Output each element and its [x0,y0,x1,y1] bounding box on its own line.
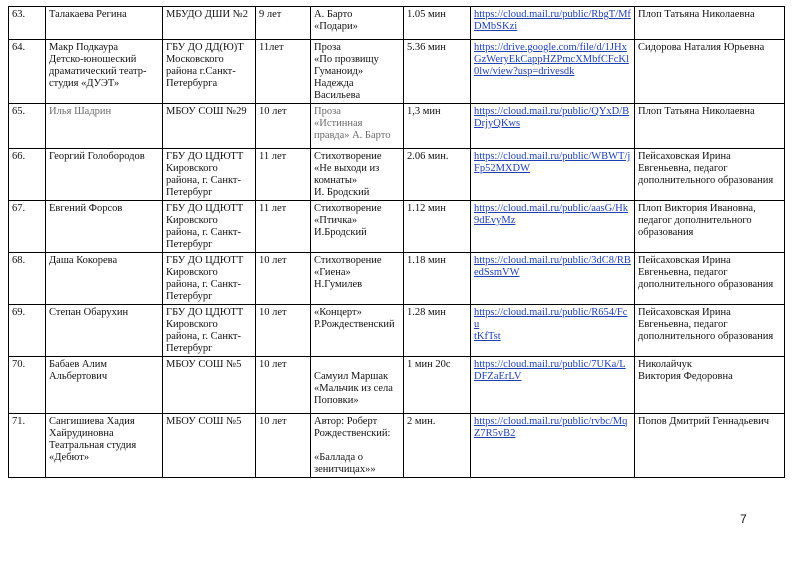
name-line: Альбертович [49,371,108,382]
work-title-cell [311,149,404,201]
work-line: Стихотворение [314,203,382,214]
name-line: Макр Подкаура [49,42,119,53]
participant-name-cell [46,149,163,201]
work-line: «Концерт» [314,307,362,318]
video-link-line: https://cloud.mail.ru/public/R654/Fcu [474,307,628,330]
name-line: Хайрудиновна [49,428,114,439]
row-number-cell: 71. [9,414,46,478]
age-cell: 10 лет [256,104,311,149]
name-line: «Дебют» [49,452,90,463]
work-line: «Истинная [314,118,363,129]
duration-cell: 1,3 мин [404,104,471,149]
video-link-cell [471,149,635,201]
work-title-cell [311,414,404,478]
work-line: «Мальчик из села [314,383,393,394]
work-line [314,440,400,452]
duration-cell: 5.36 мин [404,40,471,104]
teacher-line: Виктория Федоровна [638,371,733,382]
work-line: правда» А. Барто [314,130,391,141]
school-line: района, г. Санкт- [166,227,242,238]
teacher-cell [635,104,785,149]
school-line: Кировского [166,163,218,174]
duration-cell: 1 мин 20с [404,357,471,414]
row-number-cell: 65. [9,104,46,149]
teacher-line: Евгеньевна, педагог [638,163,728,174]
video-link[interactable] [474,307,631,343]
work-line: «Птичка» [314,215,358,226]
video-link-line: Z7R5vB2 [474,428,516,439]
name-line: Даша Кокорева [49,255,118,266]
work-line: И.Бродский [314,227,367,238]
row-number-cell: 68. [9,253,46,305]
name-line: Сангишиева Хадия [49,416,135,427]
participant-name-cell [46,40,163,104]
video-link-line: https://cloud.mail.ru/public/3dC8/RB [474,255,631,266]
institution-cell [163,305,256,357]
video-link-line: https://cloud.mail.ru/public/RbgT/Mf [474,9,631,20]
video-link[interactable] [474,203,631,227]
teacher-cell [635,414,785,478]
school-line: ГБУ ДО ЦДЮТТ [166,255,244,266]
name-line: Георгий Голобородов [49,151,145,162]
school-line: Петербург [166,187,213,198]
work-line: Стихотворение [314,151,382,162]
age-cell: 11 лет [256,149,311,201]
school-line: Кировского [166,267,218,278]
work-line: «Гиена» [314,267,351,278]
work-line: А. Барто [314,9,353,20]
school-line: МБУДО ДШИ №2 [166,9,248,20]
participant-name-cell [46,357,163,414]
school-line: ГБУ ДО ЦДЮТТ [166,203,244,214]
institution-cell [163,201,256,253]
age-cell: 10 лет [256,414,311,478]
teacher-line: дополнительного образования [638,175,774,186]
row-number-cell: 67. [9,201,46,253]
school-line: района, г. Санкт- [166,331,242,342]
work-title-cell [311,40,404,104]
work-line: Рождественский: [314,428,391,439]
teacher-cell [635,201,785,253]
school-line: ГБУ ДО ЦДЮТТ [166,151,244,162]
work-line: Проза [314,106,341,117]
school-line: МБОУ СОШ №5 [166,359,242,370]
work-line: И. Бродский [314,187,370,198]
teacher-cell [635,357,785,414]
video-link-line: https://cloud.mail.ru/public/rvbc/Mq [474,416,628,427]
video-link-cell [471,357,635,414]
age-cell: 11 лет [256,201,311,253]
video-link-line: DrjyQKws [474,118,521,129]
video-link[interactable] [474,416,631,440]
work-title-cell [311,104,404,149]
teacher-line: дополнительного образования [638,279,774,290]
teacher-line: Пейсаховская Ирина [638,151,731,162]
teacher-line: Николайчук [638,359,693,370]
work-title-cell [311,7,404,40]
video-link-line: https://drive.google.com/file/d/1JHx [474,42,627,53]
name-line: Илья Шадрин [49,106,112,117]
duration-cell: 1.18 мин [404,253,471,305]
name-line: драматический театр- [49,66,147,77]
teacher-line: Евгеньевна, педагог [638,267,728,278]
video-link[interactable] [474,255,631,279]
video-link-line: tKfTst [474,331,501,342]
video-link-cell [471,201,635,253]
video-link-line: https://cloud.mail.ru/public/aasG/Hk [474,203,628,214]
work-line: Васильева [314,90,361,101]
table-row [9,305,785,357]
teacher-line: Евгеньевна, педагог [638,319,728,330]
age-cell: 11лет [256,40,311,104]
video-link[interactable] [474,106,631,130]
work-line: Поповки» [314,395,359,406]
video-link[interactable] [474,151,631,175]
duration-cell: 1.05 мин [404,7,471,40]
row-number-cell: 63. [9,7,46,40]
row-number-cell: 64. [9,40,46,104]
duration-cell: 2 мин. [404,414,471,478]
video-link-cell [471,253,635,305]
teacher-line: Попов Дмитрий Геннадьевич [638,416,770,427]
work-line: Самуил Маршак [314,371,389,382]
age-cell: 10 лет [256,253,311,305]
work-line: комнаты» [314,175,358,186]
table-row [9,414,785,478]
teacher-cell [635,7,785,40]
row-number-cell: 69. [9,305,46,357]
video-link-line: 9dEvyMz [474,215,516,226]
work-line: «Баллада о [314,452,364,463]
name-line: Степан Обарухин [49,307,129,318]
name-line: Евгений Форсов [49,203,123,214]
age-cell: 10 лет [256,357,311,414]
table-row [9,149,785,201]
institution-cell [163,7,256,40]
video-link[interactable] [474,42,631,78]
teacher-line: Пейсаховская Ирина [638,307,731,318]
row-number-cell: 66. [9,149,46,201]
institution-cell [163,357,256,414]
participant-name-cell [46,253,163,305]
participant-name-cell [46,7,163,40]
video-link-cell [471,104,635,149]
institution-cell [163,104,256,149]
work-line: Проза [314,42,341,53]
school-line: Петербург [166,343,213,354]
page-number: 7 [740,512,747,526]
video-link-cell [471,7,635,40]
video-link-line: 0lw/view?usp=drivesdk [474,66,575,77]
teacher-cell [635,253,785,305]
table-row [9,253,785,305]
table-row [9,104,785,149]
video-link-line: GzWeryEkCappHZPmcXMbfCFcKl [474,54,629,65]
video-link-line: Fp52MXDW [474,163,531,174]
video-link-cell [471,414,635,478]
table-row [9,7,785,40]
institution-cell [163,253,256,305]
age-cell: 10 лет [256,305,311,357]
work-line: Надежда [314,78,354,89]
school-line: Кировского [166,215,218,226]
participant-name-cell [46,201,163,253]
school-line: ГБУ ДО ДД(Ю)Т [166,42,244,53]
school-line: Петербург [166,239,213,250]
school-line: Петербург [166,291,213,302]
video-link-line: DMbSKzi [474,21,518,32]
work-title-cell [311,357,404,414]
school-line: Петербурга [166,78,218,89]
institution-cell [163,149,256,201]
school-line: ГБУ ДО ЦДЮТТ [166,307,244,318]
video-link[interactable] [474,359,631,383]
teacher-line: педагог дополнительного [638,215,752,226]
work-line: «По прозвищу [314,54,379,65]
school-line: МБОУ СОШ №5 [166,416,242,427]
institution-cell [163,414,256,478]
name-line: Театральная студия [49,440,137,451]
work-line: Гуманоид» [314,66,364,77]
table-row [9,357,785,414]
teacher-line: Пейсаховская Ирина [638,255,731,266]
work-title-cell [311,305,404,357]
teacher-line: Плоп Татьяна Николаевна [638,9,755,20]
work-line: Н.Гумилев [314,279,363,290]
duration-cell: 1.28 мин [404,305,471,357]
work-title-cell [311,253,404,305]
video-link-line: https://cloud.mail.ru/public/WBWT/j [474,151,631,162]
row-number-cell: 70. [9,357,46,414]
teacher-line: Плоп Татьяна Николаевна [638,106,755,117]
video-link-line: edSsmVW [474,267,520,278]
work-line: Автор: Роберт [314,416,378,427]
video-link[interactable] [474,9,631,33]
participants-table [8,6,785,478]
video-link-cell [471,40,635,104]
video-link-cell [471,305,635,357]
table-row [9,40,785,104]
work-line: Стихотворение [314,255,382,266]
school-line: района, г. Санкт- [166,175,242,186]
teacher-line: Плоп Виктория Ивановна, [638,203,756,214]
participant-name-cell [46,104,163,149]
name-line: студия «ДУЭТ» [49,78,120,89]
participant-name-cell [46,305,163,357]
video-link-line: DFZaErLV [474,371,522,382]
school-line: МБОУ СОШ №29 [166,106,247,117]
teacher-line: Сидорова Наталия Юрьевна [638,42,765,53]
teacher-cell [635,305,785,357]
table-row [9,201,785,253]
duration-cell: 1.12 мин [404,201,471,253]
school-line: Кировского [166,319,218,330]
duration-cell: 2.06 мин. [404,149,471,201]
teacher-line: образования [638,227,694,238]
participant-name-cell [46,414,163,478]
age-cell: 9 лет [256,7,311,40]
video-link-line: https://cloud.mail.ru/public/7UKa/L [474,359,626,370]
school-line: Московского [166,54,224,65]
teacher-line: дополнительного образования [638,331,774,342]
video-link-line: https://cloud.mail.ru/public/QYxD/B [474,106,630,117]
teacher-cell [635,40,785,104]
institution-cell [163,40,256,104]
school-line: района г.Санкт- [166,66,236,77]
work-line [314,359,400,371]
name-line: Бабаев Алим [49,359,108,370]
work-title-cell [311,201,404,253]
name-line: Детско-юношеский [49,54,137,65]
work-line: «Не выходи из [314,163,380,174]
school-line: района, г. Санкт- [166,279,242,290]
name-line: Талакаева Регина [49,9,127,20]
work-line: зенитчицах»» [314,464,376,475]
work-line: «Подари» [314,21,358,32]
work-line: Р.Рождественский [314,319,395,330]
teacher-cell [635,149,785,201]
